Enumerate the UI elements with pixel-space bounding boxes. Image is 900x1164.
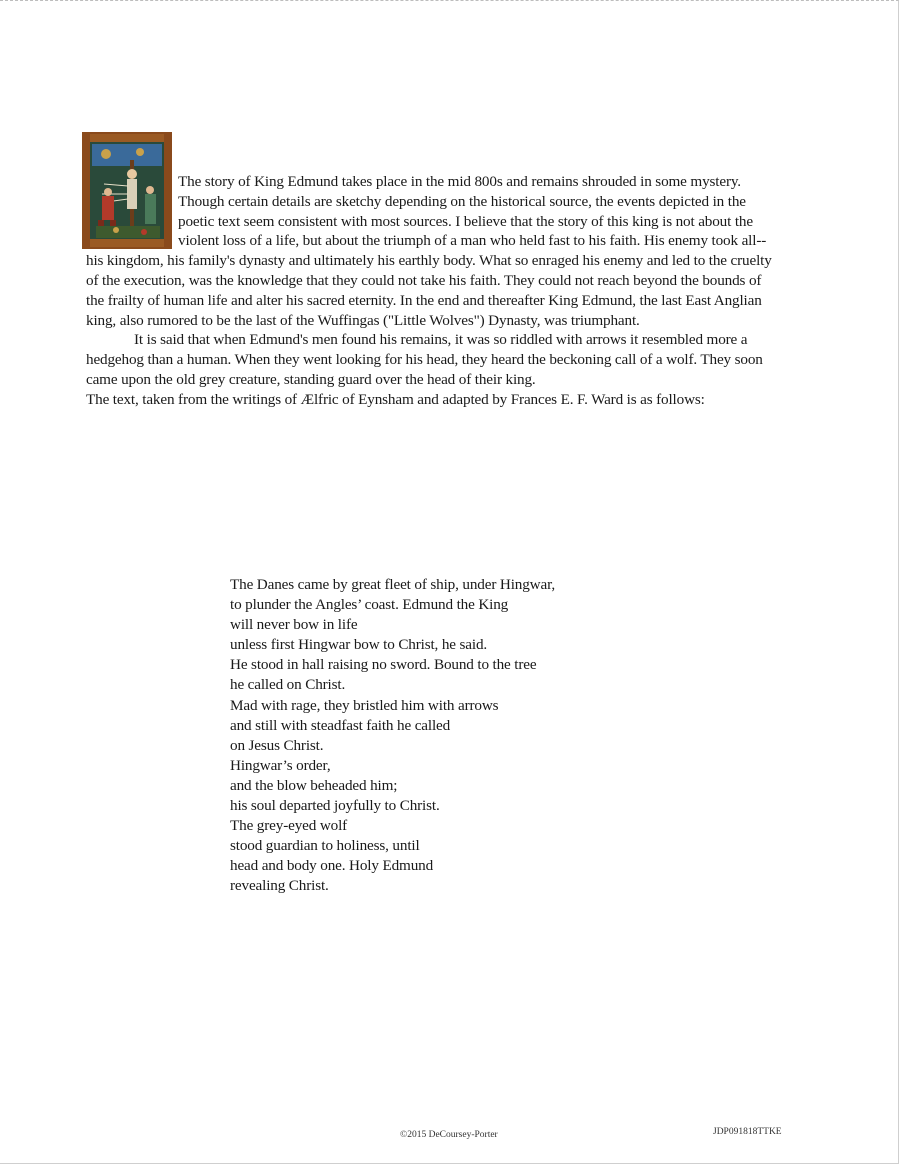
poem-line: The Danes came by great fleet of ship, under Hingwar, [230,576,556,593]
poem-line: will never bow in life [230,616,358,634]
poem-line: to plunder the Angles’ coast. Edmund the King [230,596,509,614]
intro-paragraph-2: It is said that when Edmund's men found his remains, it was so riddled with arrows it resembled more a hedgehog than a human. When they went looking for his head, they heard the beckoning call of a wolf. They soon came upon the old grey creature, standing guard over the head of their king. [86,331,763,388]
poem-line: Mad with rage, they bristled him with arrows [230,696,499,714]
poem-line: and still with steadfast faith he called [230,716,451,734]
poem-line: and the blow beheaded him; [230,776,398,794]
poem-line: stood guardian to holiness, until [230,837,420,855]
martyrdom-illustration [84,134,170,247]
poem-line: He stood in hall raising no sword. Bound to the tree [230,656,537,674]
poem-line: on Jesus Christ. [230,736,324,754]
intro-paragraph-1: The story of King Edmund takes place in the mid 800s and remains shrouded in some mystery. Though certain details are sketchy depending on the historical source, the events depicted in the poetic text seem consistent with most sources. I believe that the story of this king is not about the violent loss of a life, but about the triumph of a man who held fast to his faith. His enemy took all-- his kingdom, his family's dynasty and ultimately his earthly body. What so enraged his enemy and led to the cruelty of the execution, was the knowledge that they could not take his faith. They could not reach beyond the bounds of the frailty of human life and alter his sacred eternity. In the end and thereafter King Edmund, the last East Anglian king, also rumored to be the last of the Wuffingas ("Little Wolves") Dynasty, was triumphant. [86,173,772,329]
illuminated-miniature-image [82,132,172,249]
poem [230,575,690,897]
poem-line: Hingwar’s order, [230,756,331,774]
intro-paragraph-3: The text, taken from the writings of Ælfric of Eynsham and adapted by Frances E. F. Ward is as follows: [86,390,705,408]
footer-document-code: JDP091818TTKE [713,1127,782,1137]
poem-line: unless first Hingwar bow to Christ, he said. [230,636,488,654]
footer-copyright: ©2015 DeCoursey-Porter [400,1130,498,1140]
poem-line: his soul departed joyfully to Christ. [230,797,440,815]
poem-line: head and body one. Holy Edmund [230,857,434,875]
intro-text [86,172,776,410]
poem-line: The grey-eyed wolf [230,817,348,835]
poem-line: he called on Christ. [230,676,346,694]
poem-line: revealing Christ. [230,877,329,895]
